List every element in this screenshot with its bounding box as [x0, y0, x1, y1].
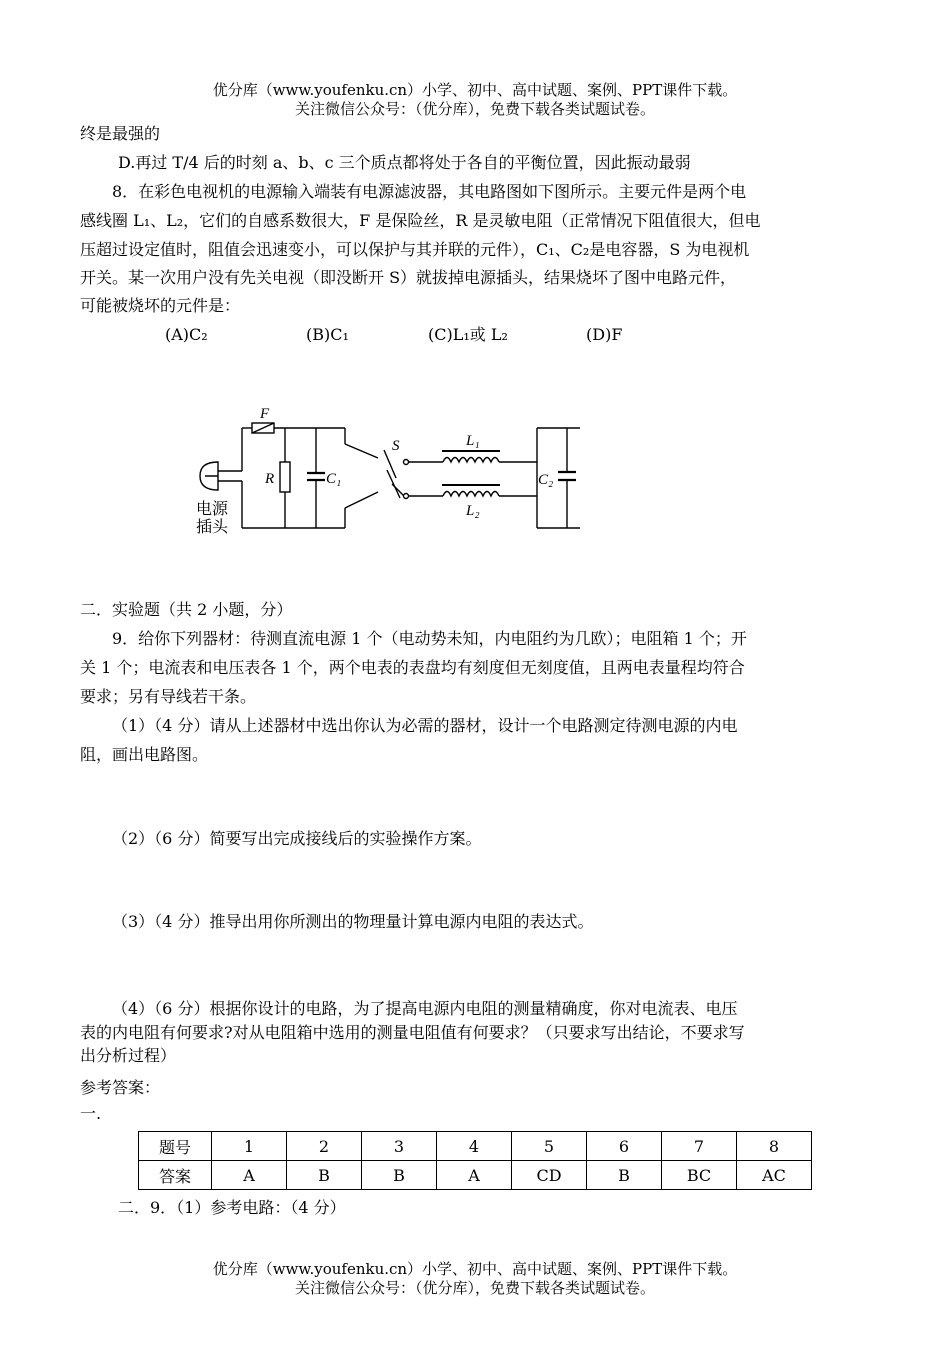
answers-part2-label: 二．9．（1）参考电路：（4 分） — [118, 1198, 346, 1217]
table-cell: 4 — [437, 1132, 512, 1161]
table-cell: 6 — [587, 1132, 662, 1161]
q8-option-a: (A)C₂ — [165, 325, 208, 344]
table-cell: B — [362, 1161, 437, 1190]
filter-circuit-diagram — [180, 400, 600, 540]
plug-label-line-1: 电源 — [196, 501, 229, 518]
switch-label: S — [392, 438, 400, 454]
table-cell: 8 — [737, 1132, 812, 1161]
cap1-label: C₁ — [326, 471, 342, 487]
q9-part1-line-2: 阻，画出电路图。 — [80, 745, 209, 764]
table-cell: AC — [737, 1161, 812, 1190]
q9-part3: （3）（4 分）推导出用你所测出的物理量计算电源内电阻的表达式。 — [112, 912, 594, 931]
coil2-label: L₂ — [466, 503, 480, 519]
table-row — [139, 1132, 812, 1161]
q7-tail: 终是最强的 — [80, 124, 161, 143]
q8-option-d: (D)F — [586, 325, 623, 344]
section2-title: 二．实验题（共 2 小题，分） — [80, 600, 293, 619]
table-cell: 7 — [662, 1132, 737, 1161]
q8-line-5: 可能被烧坏的元件是： — [80, 296, 241, 315]
table-cell: A — [437, 1161, 512, 1190]
q9-part1-line-1: （1）（4 分）请从上述器材中选出你认为必需的器材，设计一个电路测定待测电源的内电 — [112, 716, 738, 735]
q9-part4-line-3: 出分析过程） — [80, 1046, 177, 1065]
table-cell: CD — [512, 1161, 587, 1190]
table-cell: BC — [662, 1161, 737, 1190]
q8-option-b: (B)C₁ — [306, 325, 349, 344]
table-cell: B — [287, 1161, 362, 1190]
q9-line-1: 9．给你下列器材：待测直流电源 1 个（电动势未知，内电阻约为几欧）；电阻箱 1 个；开 — [112, 629, 747, 648]
q8-line-1: 8．在彩色电视机的电源输入端装有电源滤波器，其电路图如下图所示。主要元件是两个电 — [112, 182, 747, 201]
q9-part4-line-1: （4）（6 分）根据你设计的电路，为了提高电源内电阻的测量精确度，你对电流表、电压 — [112, 999, 738, 1018]
footer-line-1: 优分库（www.youfenku.cn）小学、初中、高中试题、案例、PPT课件下载。 — [212, 1260, 738, 1278]
plug-label-line-2: 插头 — [196, 519, 229, 536]
q8-line-2: 感线圈 L₁、L₂，它们的自感系数很大，F 是保险丝，R 是灵敏电阻（正常情况下阻值很大，但电 — [80, 211, 761, 230]
table-header-cell: 题号 — [139, 1132, 212, 1161]
answers-title: 参考答案： — [80, 1078, 161, 1097]
table-cell: 5 — [512, 1132, 587, 1161]
q7-option-d: D.再过 T/4 后的时刻 a、b、c 三个质点都将处于各自的平衡位置，因此振动最弱 — [118, 153, 691, 172]
answers-part1-label: 一. — [80, 1104, 102, 1123]
q9-line-2: 关 1 个；电流表和电压表各 1 个，两个电表的表盘均有刻度但无刻度值，且两电表量程均符合 — [80, 658, 745, 677]
q9-part2: （2）（6 分）简要写出完成接线后的实验操作方案。 — [112, 829, 482, 848]
q9-part4-line-2: 表的内电阻有何要求?对从电阻箱中选用的测量电阻值有何要求？（只要求写出结论，不要求写 — [80, 1023, 745, 1042]
table-cell: 2 — [287, 1132, 362, 1161]
fuse-label: F — [260, 406, 270, 422]
footer-line-2: 关注微信公众号：（优分库），免费下载各类试题试卷。 — [294, 1279, 655, 1297]
header-line-1: 优分库（www.youfenku.cn）小学、初中、高中试题、案例、PPT课件下载。 — [212, 81, 738, 99]
table-row — [139, 1161, 812, 1190]
table-cell: 3 — [362, 1132, 437, 1161]
resistor-label: R — [265, 471, 275, 487]
table-cell: A — [212, 1161, 287, 1190]
coil1-label: L₁ — [466, 433, 480, 449]
q8-line-4: 开关。某一次用户没有先关电视（即没断开 S）就拔掉电源插头，结果烧坏了图中电路元件， — [80, 268, 737, 287]
q9-line-3: 要求；另有导线若干条。 — [80, 687, 257, 706]
q8-line-3: 压超过设定值时，阻值会迅速变小，可以保护与其并联的元件），C₁、C₂是电容器，S 为电视机 — [80, 240, 750, 259]
table-cell: 1 — [212, 1132, 287, 1161]
table-header-cell: 答案 — [139, 1161, 212, 1190]
cap2-label: C₂ — [538, 472, 554, 488]
header-line-2: 关注微信公众号：（优分库），免费下载各类试题试卷。 — [294, 100, 655, 118]
answer-table — [138, 1131, 812, 1190]
table-cell: B — [587, 1161, 662, 1190]
q8-option-c: (C)L₁或 L₂ — [428, 325, 508, 344]
